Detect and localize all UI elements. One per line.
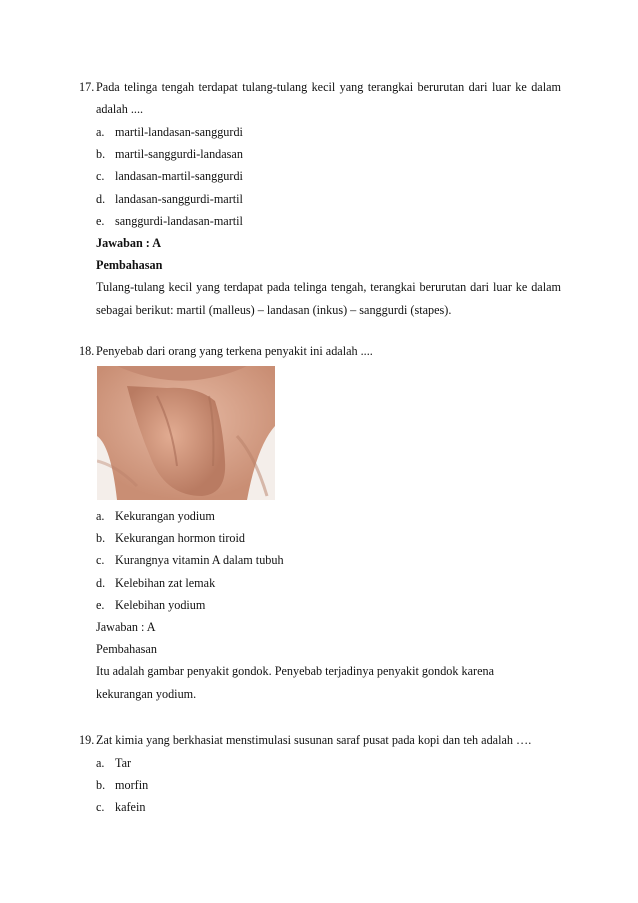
explanation-text-line-1: Itu adalah gambar penyakit gondok. Penyebab terjadinya penyakit gondok karena [96,664,494,679]
option-text: landasan-sanggurdi-martil [115,191,243,206]
question-18-text-block [79,340,561,362]
option-text: Kelebihan yodium [115,597,206,612]
answer-label: Jawaban : A [96,236,162,251]
option-text: sanggurdi-landasan-martil [115,213,243,228]
option-letter: b. [96,147,106,162]
question-17-text-block [79,76,561,120]
option-a [79,752,561,774]
option-d [79,188,561,210]
option-text: Kekurangan hormon tiroid [115,531,245,546]
option-letter: c. [96,169,105,184]
question-number: 19. [79,733,95,747]
explanation-title: Pembahasan [96,642,157,657]
option-text: Kekurangan yodium [115,509,215,523]
question-text: Penyebab dari orang yang terkena penyakit ini adalah .... [96,344,373,358]
option-letter: d. [96,575,106,590]
option-c [79,165,561,187]
option-text: landasan-martil-sanggurdi [115,169,243,184]
question-19-text-block [79,729,561,751]
option-letter: b. [96,778,106,793]
option-c [79,796,561,818]
option-text: Kelebihan zat lemak [115,575,216,590]
option-a [79,121,561,143]
option-e [79,594,561,616]
option-d [79,572,561,594]
option-letter: a. [96,125,105,139]
option-letter: a. [96,756,105,770]
question-text: Zat kimia yang berkhasiat menstimulasi susunan saraf pusat pada kopi dan teh adalah …. [96,733,532,747]
explanation-text: Tulang-tulang kecil yang terdapat pada telinga tengah, terangkai berurutan dari luar ke dalam sebagai berikut: martil (malleus) – landasan (inkus) – sanggurdi (stapes). [96,280,561,317]
question-17 [79,76,561,321]
option-letter: a. [96,509,105,523]
neck-illustration [97,366,275,500]
option-letter: b. [96,531,106,546]
question-number: 17. [79,80,95,94]
option-b [79,143,561,165]
question-number: 18. [79,344,95,358]
option-text: Kurangnya vitamin A dalam tubuh [115,553,284,568]
option-text: morfin [115,778,149,793]
option-letter: c. [96,800,105,815]
option-b [79,774,561,796]
question-19 [79,729,561,819]
option-b [79,527,561,549]
option-letter: e. [96,213,105,228]
option-e [79,210,561,232]
option-text: Tar [115,756,132,770]
explanation-text-line-2: kekurangan yodium. [96,686,197,701]
option-letter: c. [96,553,105,568]
goiter-photo [97,366,275,500]
answer-label: Jawaban : A [96,620,156,635]
option-c [79,549,561,571]
option-letter: e. [96,597,105,612]
option-text: martil-sanggurdi-landasan [115,147,243,162]
option-letter: d. [96,191,106,206]
question-text: Pada telinga tengah terdapat tulang-tulang kecil yang terangkai berurutan dari luar ke dalam adalah .... [96,80,561,116]
explanation-title: Pembahasan [96,258,163,273]
option-text: kafein [115,800,146,815]
question-18-options [79,505,561,705]
option-a [79,505,561,527]
question-18 [79,340,561,362]
option-text: martil-landasan-sanggurdi [115,125,243,139]
